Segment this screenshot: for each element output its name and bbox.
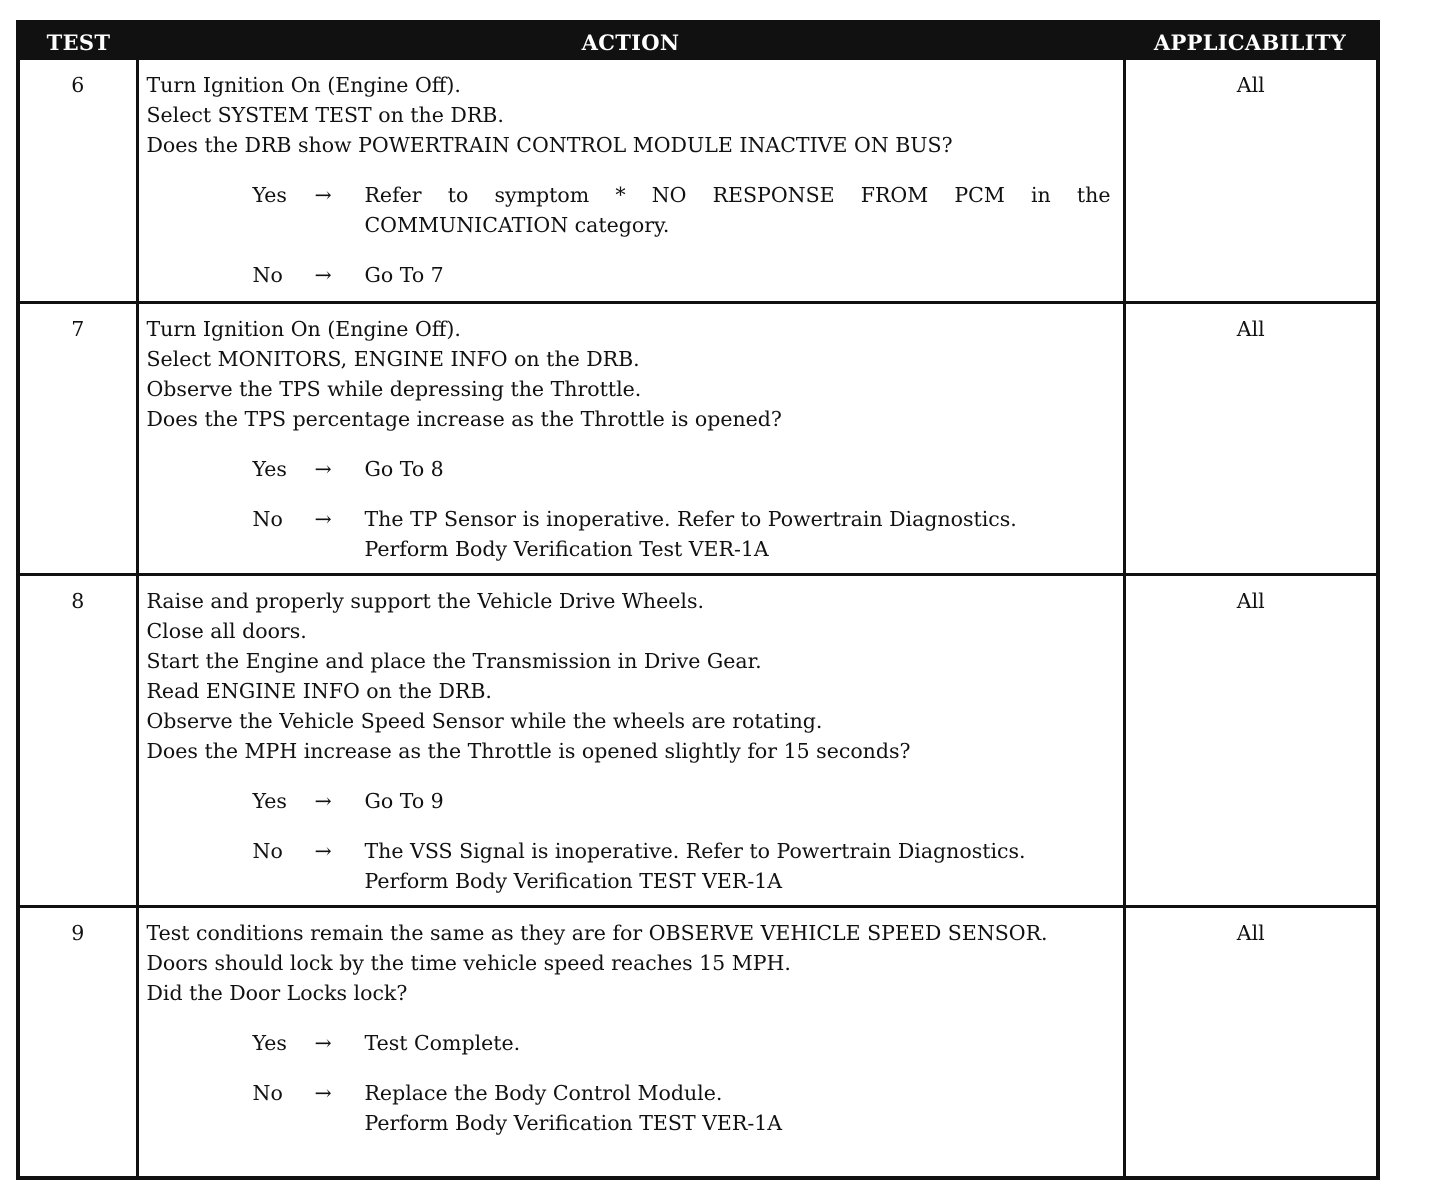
applicability-value: All xyxy=(1124,574,1376,906)
action-line: Select MONITORS, ENGINE INFO on the DRB. xyxy=(146,346,640,371)
no-response xyxy=(147,1078,1115,1138)
action-line: Does the TPS percentage increase as the Throttle is opened? xyxy=(146,406,782,431)
no-label: No xyxy=(252,506,283,531)
test-number: 7 xyxy=(20,302,137,574)
no-line: Perform Body Verification TEST VER-1A xyxy=(364,1110,783,1135)
yes-text xyxy=(365,454,1115,484)
no-label: No xyxy=(252,1080,283,1105)
table-body xyxy=(20,60,1376,1176)
no-line: The VSS Signal is inoperative. Refer to Powertrain Diagnostics. xyxy=(364,838,1026,863)
action-line: Observe the TPS while depressing the Throttle. xyxy=(146,376,642,401)
action-line: Observe the Vehicle Speed Sensor while the wheels are rotating. xyxy=(146,708,823,733)
header-test: TEST xyxy=(20,24,137,60)
action-cell xyxy=(137,574,1124,906)
yes-line: Go To 8 xyxy=(364,456,444,481)
yes-text xyxy=(365,1028,1115,1058)
yes-line: Test Complete. xyxy=(364,1030,521,1055)
action-cell xyxy=(137,60,1124,302)
action-line: Read ENGINE INFO on the DRB. xyxy=(146,678,492,703)
no-line: Perform Body Verification TEST VER-1A xyxy=(364,868,783,893)
yes-text xyxy=(365,180,1115,240)
action-line: Close all doors. xyxy=(146,618,307,643)
header-applicability: APPLICABILITY xyxy=(1124,24,1376,60)
no-label: No xyxy=(252,838,283,863)
action-line: Doors should lock by the time vehicle speed reaches 15 MPH. xyxy=(146,950,791,975)
action-line: Raise and properly support the Vehicle Drive Wheels. xyxy=(146,588,704,613)
applicability-value: All xyxy=(1124,906,1376,1176)
no-text xyxy=(365,504,1115,564)
right-arrow-icon: → xyxy=(314,788,332,813)
yes-label: Yes xyxy=(252,788,287,813)
applicability-value: All xyxy=(1124,302,1376,574)
action-line: Turn Ignition On (Engine Off). xyxy=(146,316,461,341)
right-arrow-icon: → xyxy=(314,1030,332,1055)
right-arrow-icon: → xyxy=(314,1080,332,1105)
no-label: No xyxy=(252,263,283,287)
action-line: Turn Ignition On (Engine Off). xyxy=(146,73,461,97)
test-number: 9 xyxy=(20,906,137,1176)
yes-response xyxy=(147,786,1115,816)
yes-line: Refer to symptom * NO RESPONSE FROM PCM in the COMMUNICATION category. xyxy=(364,183,1111,237)
test-number: 8 xyxy=(20,574,137,906)
no-line: The TP Sensor is inoperative. Refer to Powertrain Diagnostics. xyxy=(364,506,1017,531)
right-arrow-icon: → xyxy=(314,263,332,287)
yes-label: Yes xyxy=(252,1030,287,1055)
no-text xyxy=(365,260,1115,290)
action-line: Did the Door Locks lock? xyxy=(146,980,408,1005)
yes-response xyxy=(147,1028,1115,1058)
action-line: Start the Engine and place the Transmission in Drive Gear. xyxy=(146,648,762,673)
right-arrow-icon: → xyxy=(314,183,332,207)
test-number: 6 xyxy=(71,73,85,97)
diagnostic-table-grid xyxy=(20,24,1376,1176)
yes-response xyxy=(147,180,1115,240)
yes-response xyxy=(147,454,1115,484)
no-text xyxy=(365,1078,1115,1138)
right-arrow-icon: → xyxy=(314,838,332,863)
table-row xyxy=(20,60,1376,302)
yes-label: Yes xyxy=(252,183,287,207)
action-line: Select SYSTEM TEST on the DRB. xyxy=(146,103,504,127)
yes-label: Yes xyxy=(252,456,287,481)
action-cell xyxy=(137,302,1124,574)
right-arrow-icon: → xyxy=(314,506,332,531)
no-line: Replace the Body Control Module. xyxy=(364,1080,723,1105)
applicability-value: All xyxy=(1124,60,1376,302)
table-row xyxy=(20,302,1376,574)
table-row xyxy=(20,906,1376,1176)
no-text xyxy=(365,836,1115,896)
action-cell xyxy=(137,906,1124,1176)
table-header xyxy=(20,24,1376,60)
no-line: Go To 7 xyxy=(364,263,444,287)
no-line: Perform Body Verification Test VER-1A xyxy=(364,536,769,561)
yes-text xyxy=(365,786,1115,816)
yes-line: Go To 9 xyxy=(364,788,444,813)
action-line: Does the MPH increase as the Throttle is opened slightly for 15 seconds? xyxy=(146,738,911,763)
header-row xyxy=(20,24,1376,60)
action-line: Test conditions remain the same as they are for OBSERVE VEHICLE SPEED SENSOR. xyxy=(146,920,1048,945)
no-response xyxy=(147,260,1115,290)
header-action: ACTION xyxy=(137,24,1124,60)
no-response xyxy=(147,836,1115,896)
action-line: Does the DRB show POWERTRAIN CONTROL MODULE INACTIVE ON BUS? xyxy=(146,133,953,157)
diagnostic-table xyxy=(16,20,1380,1180)
right-arrow-icon: → xyxy=(314,456,332,481)
table-row xyxy=(20,574,1376,906)
no-response xyxy=(147,504,1115,564)
